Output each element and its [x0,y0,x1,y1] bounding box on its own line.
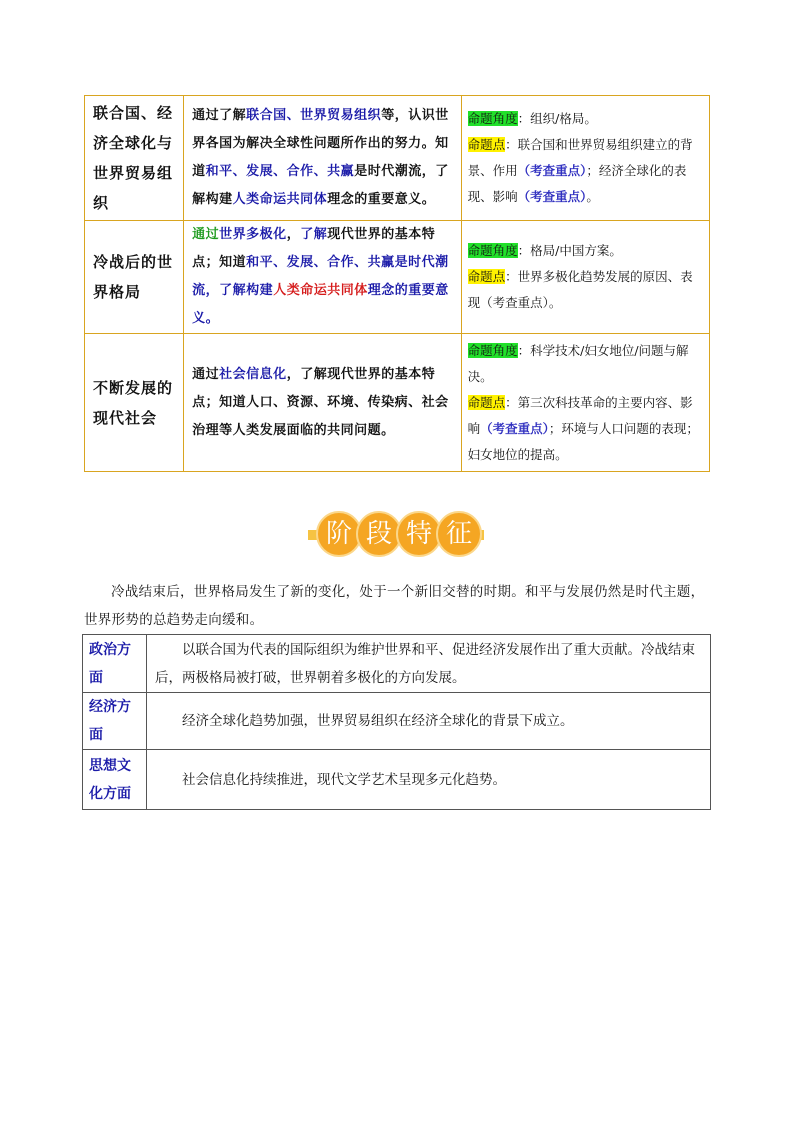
aspects-table [82,634,711,810]
point-label: 命题点 [467,394,506,410]
angle-text: ：组织/格局。 [517,111,597,126]
point-text: ：第三次科技革命的主要内容、影响 [467,394,693,436]
requirement-text: 理念的重要意义。 [327,192,436,207]
exam-tip-cell [462,238,709,316]
point-text: （考查重点） [517,163,587,178]
point-text: ：世界多极化趋势发展的原因、表现（考查重点）。 [467,269,693,310]
angle-label: 命题角度 [467,342,518,358]
point-label: 命题点 [467,137,506,152]
aspect-key: 思想文化方面 [89,757,131,802]
requirement-text: ，了解现代世界的基本特点；知道人口、资源、环境、传染病、社会治理等人类发展面临的共同问题。 [192,366,449,438]
banner-char: 征 [436,511,482,557]
point-text: ；经济全球化的表现、影响 [467,163,687,204]
banner-char: 段 [356,511,402,557]
requirement-text: 通过 [192,227,220,242]
point-label: 命题点 [467,269,506,284]
requirement-text: 人类命运共同体 [273,283,368,298]
requirement-text: 通过了解 [192,108,247,123]
banner-char: 特 [396,511,442,557]
requirement-text: 和平、发展、合作、共赢是时代潮流 [192,255,449,298]
requirement-text: 了解 [300,227,328,242]
requirement-text: 理念的重要意义。 [192,283,449,326]
requirement-cell [184,361,460,445]
point-text: （考查重点） [517,189,587,204]
requirement-cell [184,102,460,214]
aspect-text: 以联合国为代表的国际组织为维护世界和平、促进经济发展作出了重大贡献。冷战结束后，两极格局被打破，世界朝着多极化的方向发展。 [155,641,695,686]
point-text: （考查重点） [480,420,549,436]
table-row [83,635,711,693]
requirement-text: 等，认识世界各国为解决全球性问题所作出的努力。知道 [192,108,449,179]
aspect-text: 经济全球化趋势加强，世界贸易组织在经济全球化的背景下成立。 [182,713,574,729]
banner-char: 阶 [316,511,362,557]
requirement-text: 世界多极化 [219,227,287,242]
angle-label: 命题角度 [467,111,518,126]
point-text: ：联合国和世界贸易组织建立的背景、作用 [467,137,693,178]
requirement-text: 联合国、世界贸易组织 [246,108,382,123]
requirement-text: ，了解构建 [205,283,274,298]
table-row [83,750,711,810]
requirement-text: 现代世界的基本特点；知道 [192,227,436,270]
topic-cell: 冷战后的世界格局 [93,253,174,301]
requirement-text: 人类命运共同体 [232,192,328,207]
table-row [85,334,710,472]
syllabus-table [84,95,710,472]
requirement-text: 通过 [192,366,220,382]
angle-text: ：格局/中国方案。 [517,243,622,258]
point-text: ；环境与人口问题的表现；妇女地位的提高。 [467,420,699,462]
exam-tip-cell [462,338,709,468]
stage-features-banner [308,510,484,560]
requirement-text: 和平、发展、合作、共赢 [205,164,355,179]
table-row [85,221,710,334]
table-row [85,96,710,221]
topic-cell: 不断发展的现代社会 [93,378,174,427]
exam-tip-cell [462,106,709,210]
requirement-text: 是时代潮流，了解构建 [192,164,449,207]
angle-label: 命题角度 [467,243,518,258]
aspect-key: 政治方面 [89,641,131,686]
aspect-text: 社会信息化持续推进，现代文学艺术呈现多元化趋势。 [182,771,506,788]
requirement-cell [184,221,460,333]
requirement-text: ， [286,227,301,242]
requirement-text: 社会信息化 [219,366,287,382]
angle-text: ：科学技术/妇女地位/问题与解决。 [467,342,689,384]
point-text: 。 [586,189,599,204]
topic-cell: 联合国、经济全球化与世界贸易组织 [93,104,174,212]
intro-paragraph: 冷战结束后，世界格局发生了新的变化，处于一个新旧交替的时期。和平与发展仍然是时代主题，世界形势的总趋势走向缓和。 [84,584,705,628]
table-row [83,693,711,750]
aspect-key: 经济方面 [89,699,131,743]
